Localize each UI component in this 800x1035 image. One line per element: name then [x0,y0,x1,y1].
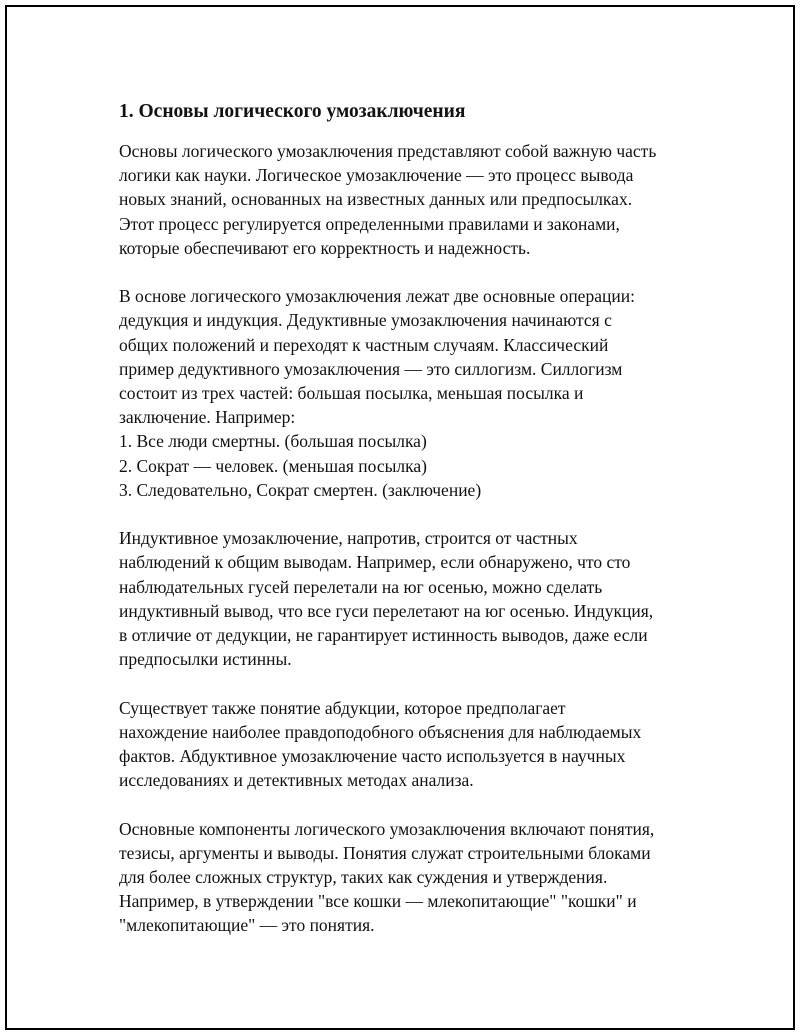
paragraph [119,284,699,502]
text-line: Этот процесс регулируется определенными правилами и законами, [119,213,620,234]
text-line: в отличие от дедукции, не гарантирует истинность выводов, даже если [119,625,648,646]
text-line: 1. Все люди смертны. (большая посылка) [119,431,427,452]
text-line: индуктивный вывод, что все гуси перелетают на юг осенью. Индукция, [119,600,654,621]
text-line: Например, в утверждении "все кошки — млекопитающие" "кошки" и [119,891,637,912]
text-line: наблюдений к общим выводам. Например, если обнаружено, что сто [119,552,631,573]
paragraph [119,139,699,260]
text-line: Существует также понятие абдукции, которое предполагает [119,697,566,718]
text-line: "млекопитающие" — это понятия. [119,915,375,936]
text-line: наблюдательных гусей перелетали на юг осенью, можно сделать [119,576,603,597]
text-line: общих положений и переходят к частным случаям. Классический [119,334,609,355]
text-line: исследованиях и детективных методах анализа. [119,770,474,791]
text-line: фактов. Абдуктивное умозаключение часто используется в научных [119,746,626,767]
text-line: Индуктивное умозаключение, напротив, строится от частных [119,528,578,549]
text-line: В основе логического умозаключения лежат две основные операции: [119,286,635,307]
text-line: пример дедуктивного умозаключения — это силлогизм. Силлогизм [119,358,623,379]
text-line: 3. Следовательно, Сократ смертен. (заключение) [119,479,482,500]
text-line: 2. Сократ — человек. (меньшая посылка) [119,455,427,476]
paragraph [119,696,699,793]
text-line: новых знаний, основанных на известных данных или предпосылках. [119,189,633,210]
text-line: для более сложных структур, таких как суждения и утверждения. [119,867,608,888]
text-line: тезисы, аргументы и выводы. Понятия служат строительными блоками [119,842,651,863]
text-line: Основы логического умозаключения представляют собой важную часть [119,141,657,161]
text-line: нахождение наиболее правдоподобного объяснения для наблюдаемых [119,721,642,742]
section-heading: 1. Основы логического умозаключения [119,101,466,122]
page-frame [5,5,795,1030]
text-line: заключение. Например: [119,407,296,428]
text-line: предпосылки истинны. [119,649,292,670]
text-line: которые обеспечивают его корректность и надежность. [119,237,531,258]
paragraph-list [119,139,699,938]
text-line: Основные компоненты логического умозаключения включают понятия, [119,818,655,839]
text-line: дедукция и индукция. Дедуктивные умозаключения начинаются с [119,310,612,331]
document-body [119,99,699,962]
text-line: логики как науки. Логическое умозаключение — это процесс вывода [119,165,634,186]
paragraph [119,817,699,938]
text-line: состоит из трех частей: большая посылка, меньшая посылка и [119,383,584,404]
paragraph [119,526,699,671]
